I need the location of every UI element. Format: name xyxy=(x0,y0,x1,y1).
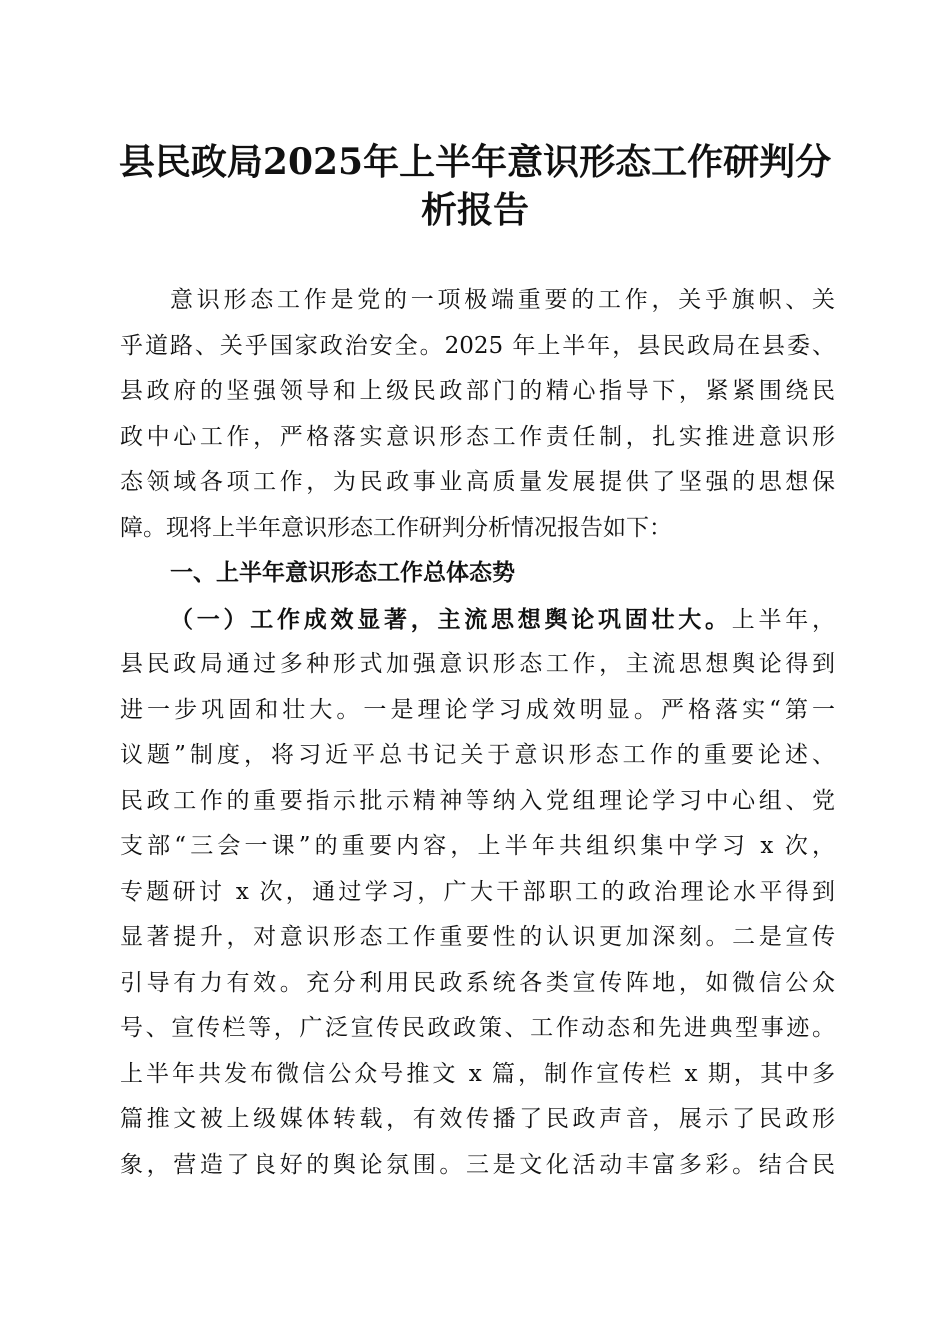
paragraph-line: 专题研讨 x 次，通过学习，广大干部职工的政治理论水平得到 xyxy=(120,878,835,905)
title-line-2: 析报告 xyxy=(420,189,529,231)
paragraph-line: 显著提升，对意识形态工作重要性的认识更加深刻。二是宣传 xyxy=(120,924,835,950)
paragraph-line: 障。现将上半年意识形态工作研判分析情况报告如下： xyxy=(120,514,672,541)
paragraph-line: 象，营造了良好的舆论氛围。三是文化活动丰富多彩。结合民 xyxy=(120,1151,835,1178)
document-title xyxy=(100,138,850,234)
paragraph-line: 号、宣传栏等，广泛宣传民政政策、工作动态和先进典型事迹。 xyxy=(120,1015,835,1041)
paragraph-line: 支部“三会一课”的重要内容，上半年共组织集中学习 x 次， xyxy=(120,833,835,859)
paragraph-line: 县政府的坚强领导和上级民政部门的精心指导下，紧紧围绕民 xyxy=(120,378,835,404)
paragraph-line: 意识形态工作是党的一项极端重要的工作，关乎旗帜、关 xyxy=(170,287,835,313)
paragraph-line: 引导有力有效。充分利用民政系统各类宣传阵地，如微信公众 xyxy=(120,969,835,996)
paragraph-line: 态领域各项工作，为民政事业高质量发展提供了坚强的思想保 xyxy=(120,469,835,495)
paragraph-line: 政中心工作，严格落实意识形态工作责任制，扎实推进意识形 xyxy=(120,423,835,450)
subsection-line xyxy=(120,597,835,643)
subsection-heading: （一）工作成效显著，主流思想舆论巩固壮大。 xyxy=(170,605,732,633)
section-heading: 一、上半年意识形态工作总体态势 xyxy=(170,560,515,586)
document-body xyxy=(120,278,835,1188)
paragraph-line: 县民政局通过多种形式加强意识形态工作，主流思想舆论得到 xyxy=(120,651,835,677)
paragraph-line: 篇推文被上级媒体转载，有效传播了民政声音，展示了民政形 xyxy=(120,1106,835,1132)
paragraph-line: 乎道路、关乎国家政治安全。2025 年上半年，县民政局在县委、 xyxy=(120,332,835,359)
title-line-1: 县民政局2025年上半年意识形态工作研判分 xyxy=(118,141,832,183)
paragraph-line: 议题”制度，将习近平总书记关于意识形态工作的重要论述、 xyxy=(120,742,835,768)
paragraph-line: 进一步巩固和壮大。一是理论学习成效明显。严格落实“第一 xyxy=(120,696,835,723)
paragraph-line: 民政工作的重要指示批示精神等纳入党组理论学习中心组、党 xyxy=(120,787,835,814)
paragraph-line: 上半年共发布微信公众号推文 x 篇，制作宣传栏 x 期，其中多 xyxy=(120,1060,835,1087)
subsection-text: 上半年， xyxy=(731,606,835,633)
